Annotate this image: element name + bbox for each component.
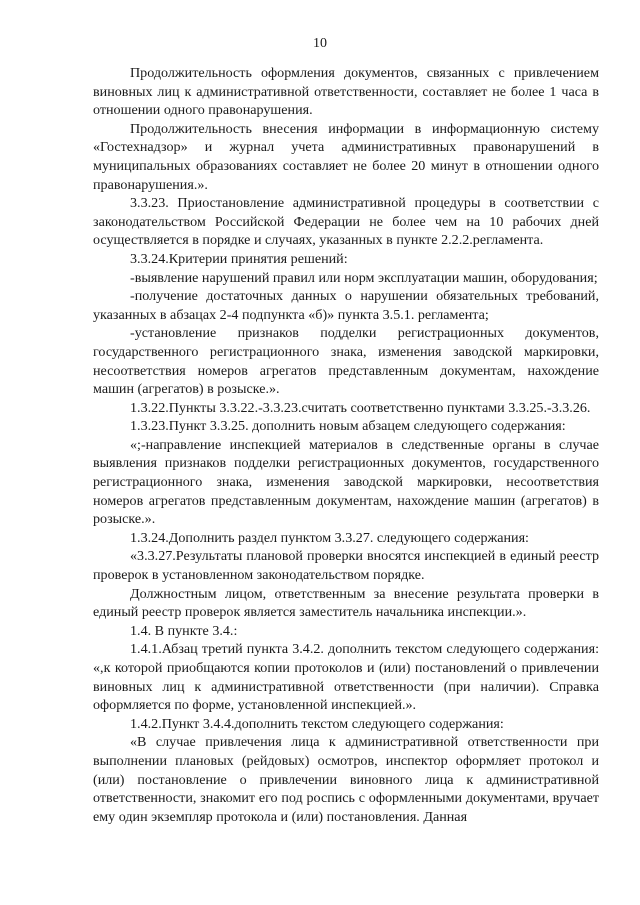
paragraph: 3.3.24.Критерии принятия решений: xyxy=(130,250,348,267)
paragraph: 1.4.2.Пункт 3.4.4.дополнить текстом следующего содержания: xyxy=(130,715,504,732)
paragraph: Должностным лицом, ответственным за внесение результата проверки в единый реестр проверок является заместитель начальника инспекции.». xyxy=(93,585,599,621)
page-number: 10 xyxy=(313,36,327,51)
paragraph: 1.3.24.Дополнить раздел пунктом 3.3.27. следующего содержания: xyxy=(130,529,529,546)
paragraph: 3.3.23. Приостановление административной процедуры в соответствии с законодательством Российской Федерации не более чем на 10 рабочих дней осуществляется в порядке и случаях, указанных в пункте 2.2.2.регламента. xyxy=(93,195,599,249)
document-body xyxy=(93,64,599,826)
paragraph: -получение достаточных данных о нарушении обязательных требований, указанных в абзацах 2-4 подпункта «б)» пункта 3.5.1. регламента; xyxy=(93,288,599,323)
paragraph: «;-направление инспекцией материалов в следственные органы в случае выявления признаков подделки регистрационных документов, государственного регистрационного знака, изменения заводской маркировки, несоответствия номеров агрегатов представленным документам, нахождение машин (агрегатов) в розыске.». xyxy=(93,436,599,528)
paragraph: 1.4. В пункте 3.4.: xyxy=(130,622,238,639)
paragraph: 1.3.23.Пункт 3.3.25. дополнить новым абзацем следующего содержания: xyxy=(130,418,566,435)
paragraph: -установление признаков подделки регистрационных документов, государственного регистрационного знака, изменения заводской маркировки, несоответствия номеров агрегатов представленным документам, нахождение машин (агрегатов) в розыске.». xyxy=(93,325,599,398)
paragraph: «3.3.27.Результаты плановой проверки вносятся инспекцией в единый реестр проверок в установленном законодательством порядке. xyxy=(93,548,599,584)
paragraph: Продолжительность оформления документов, связанных с привлечением виновных лиц к административной ответственности, составляет не более 1 часа в отношении одного правонарушения. xyxy=(93,65,599,119)
paragraph: «В случае привлечения лица к административной ответственности при выполнении плановых (рейдовых) осмотров, инспектор оформляет протокол и (или) постановление о привлечении виновного лица к административной ответственности, знакомит его под роспись с оформленными документами, вручает ему один экземпляр протокола и (или) постановления. Данная xyxy=(93,734,599,825)
paragraph: 1.3.22.Пункты 3.3.22.-3.3.23.считать соответственно пунктами 3.3.25.-3.3.26. xyxy=(130,399,591,416)
paragraph: -выявление нарушений правил или норм эксплуатации машин, оборудования; xyxy=(130,269,598,286)
paragraph: Продолжительность внесения информации в информационную систему «Гостехнадзор» и журнал учета административных правонарушений в муниципальных образованиях составляет не более 20 минут в отношении одного правонарушения.». xyxy=(93,120,599,193)
paragraph: 1.4.1.Абзац третий пункта 3.4.2. дополнить текстом следующего содержания: «,к которой приобщаются копии протоколов и (или) постановлений о привлечении виновных лиц к административной ответственности (при наличии). Справка оформляется по форме, установленной инспекцией.». xyxy=(93,641,599,714)
